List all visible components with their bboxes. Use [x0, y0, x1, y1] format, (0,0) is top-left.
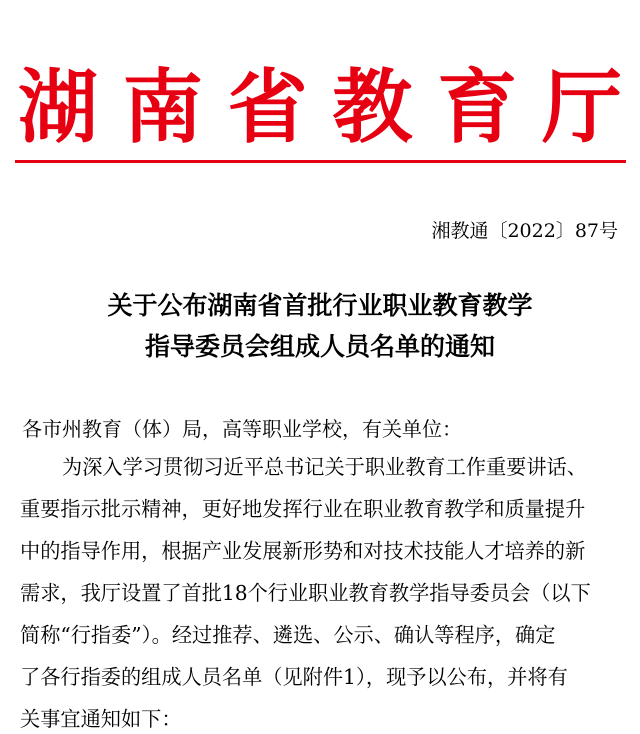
masthead-char: 南: [122, 61, 203, 154]
body-line: 需求，我厅设置了首批18个行业职业教育教学指导委员会（以下: [20, 581, 591, 605]
body-line: 了各行指委的组成人员名单（见附件1），现予以公布，并将有: [20, 665, 568, 689]
body-line: 重要指示批示精神，更好地发挥行业在职业教育教学和质量提升: [20, 497, 586, 521]
masthead-title: [18, 62, 622, 154]
masthead-divider: [15, 160, 626, 163]
masthead-char: 育: [437, 61, 518, 154]
body-line: 简称“行指委”）。经过推荐、遴选、公示、确认等程序，确定: [20, 623, 556, 647]
body-line: 中的指导作用，根据产业发展新形势和对技术技能人才培养的新: [20, 539, 586, 563]
masthead-char: 湖: [18, 61, 98, 154]
masthead-char: 厅: [541, 61, 622, 154]
body-line: 关事宜通知如下：: [20, 707, 182, 731]
document-number: 湘教通〔2022〕87号: [431, 220, 618, 242]
salutation: 各市州教育（体）局，高等职业学校，有关单位：: [22, 417, 462, 441]
title-line-2: 指导委员会组成人员名单的通知: [144, 332, 495, 361]
masthead-char: 教: [332, 61, 413, 154]
title-line-1: 关于公布湖南省首批行业职业教育教学: [107, 291, 533, 320]
body-line: 为深入学习贯彻习近平总书记关于职业教育工作重要讲话、: [62, 455, 587, 479]
document-title: [0, 285, 640, 367]
masthead-char: 省: [227, 61, 308, 154]
